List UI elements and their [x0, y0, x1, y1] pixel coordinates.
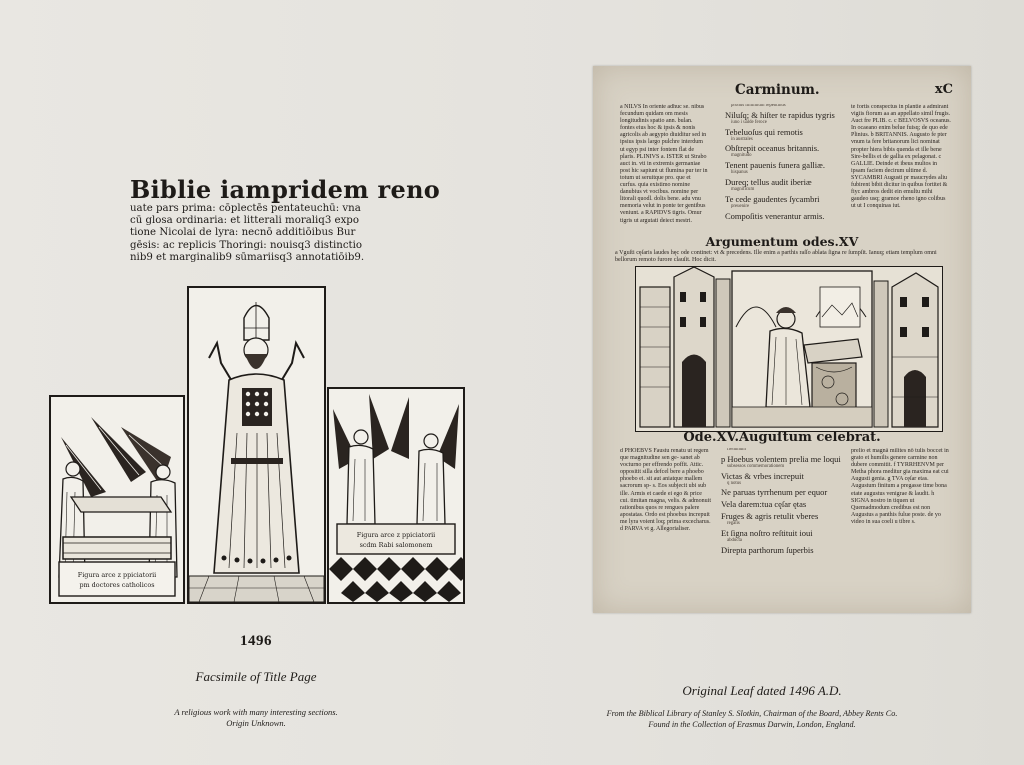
commentary-column-right-bottom	[851, 448, 951, 560]
facsimile-title-line: gēsis: ac replicis Thoringi: nouisq3 distinctio	[130, 239, 363, 251]
argument-text: a Vguſti cęſaris laudes hęc ode continet: vt & precedens. Ille enim a parthis raſſo ablata ſigna re ſumpſit. Ianuq; etiam templum omni bellorum remoto furore clauſit. Hoc dicit.	[615, 250, 937, 264]
facsimile-description-line: A religious work with many interesting sections.	[174, 707, 338, 717]
woodcut-high-priest-panel	[187, 286, 326, 604]
facsimile-title-block	[130, 175, 441, 263]
interlinear-gloss: in australes	[731, 136, 753, 142]
verse-line: Obſtrepit oceanus britannis.	[725, 143, 820, 154]
right-panel-label-line1: Figura arce z ppiciatorii	[356, 531, 436, 539]
facsimile-title-heading: Biblie iampridem reno	[130, 175, 441, 204]
verse-line: Et ſigna noſtro reſtituit ioui	[721, 528, 813, 539]
left-panel-label-line2: pm doctores catholicos	[79, 581, 155, 589]
facsimile-title-line: tione Nicolai de lyra: necnō additiōibus Bur	[130, 227, 356, 239]
interlinear-gloss: hispanus	[731, 170, 748, 176]
provenance-credit-line: Found in the Collection of Erasmus Darwin, London, England.	[648, 720, 856, 730]
original-leaf	[593, 66, 971, 613]
interlinear-gloss: abducta	[727, 538, 742, 544]
commentary-text: prelio et magnā milites nō tulis boccet in grato et humilis genere carmine non dubere commitit. f TYRRHENVM per Metha phora meditur gia maxima eat cui Augusti genia. g TVA cęſar etas. Augustum finitum a pregasse time bona etate augustus venigrae & laudit. h SIGNA nostro in tiquen ut Quemadmodum credibus est non Augustus a panthis fulue poste. de yo video in sua coeli u tibre s.	[851, 448, 949, 525]
original-leaf-caption: Original Leaf dated 1496 A.D.	[682, 683, 842, 698]
facsimile-year: 1496	[240, 633, 272, 649]
commentary-column-right-top	[851, 104, 951, 232]
verse-line: Ne paruas tyrrhenum per equor	[721, 487, 828, 498]
ode-title: Ode.XV.Auguſtum celebrat.	[683, 430, 881, 445]
provenance-credit	[0, 708, 1024, 730]
woodcut-ark-catholic-panel	[49, 395, 185, 604]
verse-column-top	[725, 104, 843, 236]
woodcut-poet-scene	[635, 266, 943, 432]
leaf-header	[593, 82, 971, 102]
interlinear-gloss: iuno i ualde feroce	[731, 119, 767, 125]
verse-line: Dureq; tellus audit iberiæ	[725, 176, 812, 187]
verse-line: Tenent pauenis funera galliæ.	[725, 160, 825, 171]
ark-angels-illustration	[51, 397, 183, 602]
provenance-credit-line: From the Biblical Library of Stanley S. Slotkin, Chairman of the Board, Abbey Rents Co.	[606, 709, 898, 718]
commentary-column-left-top	[620, 104, 708, 232]
commentary-text: d PHOEBVS Faustu renatu ut regem que magnitudine sen ge- sanet ab vocturno per effrendo poffit. Attic. oppositit silla defcel bere a phoebo phoebo ei. sit aut aniatque mallem sacrorum sp- s. Eos subjecit ubi sub ille. Armis et caede ei ego & price cui. timitan magna, velis. & admonuit rationibus quos re rengues palere apostatas. Ordo est phoebus increpuit me lyra voient loq; prima excecharus. d PARVA vt g. Allegorialiser.	[620, 448, 711, 533]
commentary-text: a NILVS In oriente adhuc se. nibus fecundum quidam om mesis longitudinis spatio ann. bulan. fontes eius hoc & ipsis & nonis agricolis ab aegypto diuiditur sed in ipsius ipsis largo pulchre interdum ut egyp psi inter fontem flat de plaris. PLINIVS a. ISTER ut Strabo auct in. vti in extremis germaniae post hic sapiunt ut flumina pur ter in totum ut seruitque pro. que et curfus. quia existimo nomine danubius vt vocibus. nomine per litorali quodl. dolis bene. adu vnu memoria velut in ponte ter gentibus veniunt. a RAPIDVS tigris. Omur tigris ut argutati deiect mestri.	[620, 104, 708, 224]
interlinear-gloss: subsessos commemorationem	[727, 463, 785, 469]
facsimile-title-line: cū glosa ordinaria: et litterali moraliq3 expo	[130, 215, 359, 227]
verse-line: Compoſitis venerantur armis.	[725, 210, 825, 221]
verse-line: Te cede gaudentes ſycambri	[725, 193, 820, 204]
leaf-folio-number: xC	[934, 82, 953, 97]
argument-title: Argumentum odes.XV	[705, 234, 859, 249]
verse-column-bottom	[721, 448, 845, 572]
facsimile-title-line: nib9 et marginalib9 sūmariisq3 annotatiōib9.	[130, 251, 365, 263]
interlinear-gloss: preuenire	[731, 203, 750, 209]
verse-line: Niluſq; & hiſter te rapidus tygris	[725, 109, 835, 120]
interlinear-gloss: magnitudo	[731, 153, 752, 159]
interlinear-gloss: regalis	[727, 521, 740, 527]
interlinear-gloss: q notus	[727, 480, 741, 486]
high-priest-illustration	[189, 288, 324, 602]
facsimile-description-line: Origin Unknown.	[226, 718, 286, 729]
facsimile-caption: Facsimile of Title Page	[195, 669, 317, 684]
left-panel-label-line1: Figura arce z ppiciatorii	[77, 571, 157, 579]
verse-line: Direpta parthorum ſuperbis	[721, 544, 814, 555]
poet-at-desk-illustration	[636, 267, 942, 431]
verse-line: Victas & vrbes increpuit	[721, 470, 804, 481]
verse-line: Tebeluoſus qui remotis	[725, 126, 803, 137]
interlinear-gloss: magnificum	[731, 186, 755, 192]
facsimile-title-line: uate pars prima: cōplectēs pentateuchū: vna	[130, 203, 361, 214]
verse-line: Fruges & agris retulit vberes	[721, 511, 819, 522]
two-angels-illustration	[329, 389, 463, 602]
commentary-text: te fortis conspectus in plantie a admirant vigiis fiorum aa an appellato simil frugis. Auct fre PLIB. c. c BELVOSVS oceanus. In ocaeano enim belue fuisq; de quo ede Plinius. b BRITANNIS. Augusto fe pter vnum ta fere britanorum lici nominat propter hiera bibis quenda et ille bene Sire-bellis ei de gallia ex pelagonat. c GALLIE. Deinde et ibeus multos in ipsam faciem decirum ultime d. SYCAMBRI Augusti pr maucrydes aliu fubirent bibit dicitur in quibus fortitet & fiyc ambros dedit ein emultu mihi gaudeo usq; gramoe rheno igno colibus ut ut I conquinas iut.	[851, 104, 951, 210]
woodcut-ark-salomon-panel	[327, 387, 465, 604]
verse-line: Vela darem:tua cęſar ętas	[721, 499, 807, 510]
verse-line: p Hoebus volentem prelia me loqui	[721, 453, 841, 464]
interlinear-gloss: pronus finitimum repentinus	[731, 104, 786, 108]
right-panel-label-line2: scdm Rabi salomonem	[359, 541, 433, 549]
interlinear-gloss: fremmum	[727, 448, 746, 452]
leaf-header-title: Carminum.	[735, 82, 820, 98]
commentary-column-left-bottom	[620, 448, 712, 560]
